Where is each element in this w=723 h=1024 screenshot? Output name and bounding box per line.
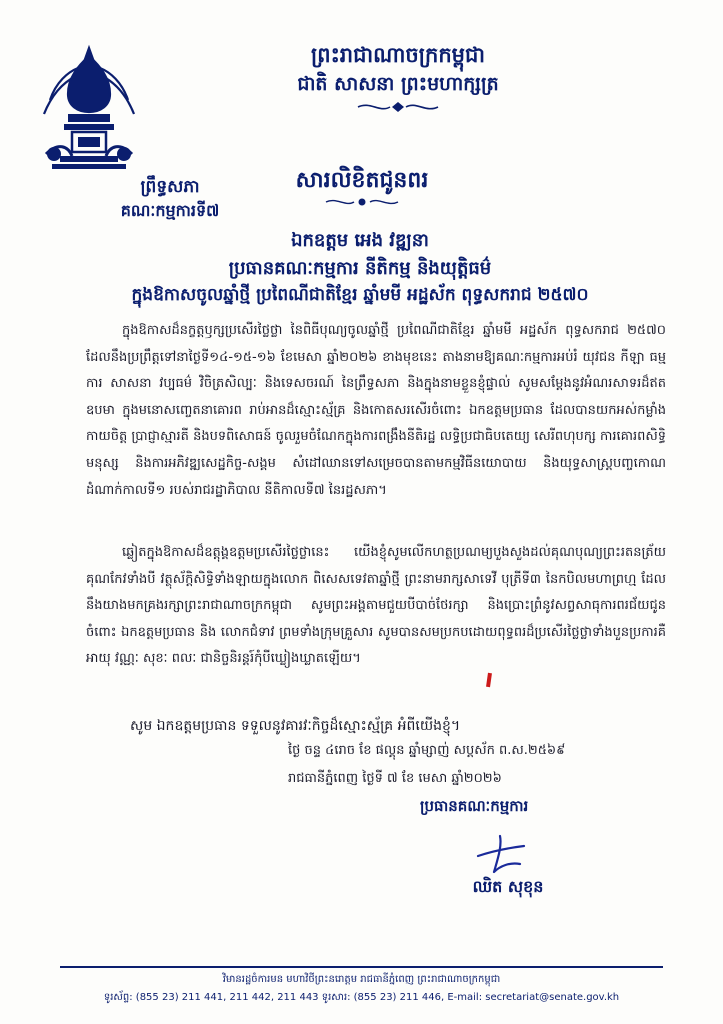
page-title: សារលិខិតជូនពរ	[295, 168, 429, 193]
senate-name: ព្រឹទ្ធសភា	[140, 177, 200, 197]
recipient-name: ឯកឧត្តម អេង វឌ្ឍនា	[291, 230, 429, 251]
senate-emblem-icon	[38, 42, 140, 172]
handwritten-signature-icon	[470, 832, 530, 882]
lunar-date: ថ្ងៃ ចន្ទ ៤រោច ខែ ផល្គុន ឆ្នាំម្សាញ់ សប្ដស័ក ព.ស.២៥៦៩	[288, 743, 566, 758]
body-paragraph: ឆ្លៀតក្នុងឱកាសដ៏ឧត្ដុង្គឧត្ដមប្រសើរថ្លៃថ្លានេះ យើងខ្ញុំសូមលើកហត្ថប្រណម្យបួងសួងដល់គុណបុណ្យព្រះរតនត្រ័យគុណកែវទាំងបី វត្ថុស័ក្តិសិទ្ធិទាំងឡាយក្នុងលោក ពិសេសទេវតាឆ្នាំថ្មី ព្រះនាមរាក្សសាទេវី បុត្រីទី៣ នៃកបិលមហាព្រហ្ម ដែលនឹងយាងមកគ្រងរក្សាព្រះរាជាណាចក្រកម្ពុជា សូមព្រះអង្គតាមជួយបីបាច់ថែរក្សា និងប្រោះព្រំនូវសព្វសាធុការពរជ័យជូនចំពោះ ឯកឧត្តមប្រធាន និង លោកជំទាវ ព្រមទាំងក្រុមគ្រួសារ សូមបានសមប្រកបដោយពុទ្ធពរដ៏ប្រសើរថ្លៃថ្លាទាំងបួនប្រការគឺអាយុ វណ្ណៈ សុខៈ ពលៈ ជានិច្ចនិរន្តរ៍កុំបីឃ្លៀងឃ្លាតឡើយ។	[86, 545, 666, 667]
footer-address: វិមានរដ្ឋចំការមន មហាវិថីព្រះនរោត្តម រាជធានីភ្នំពេញ ព្រះរាជាណាចក្រកម្ពុជា	[222, 974, 501, 985]
commission-name: គណៈកម្មការទី៧	[120, 201, 220, 220]
footer-divider	[60, 966, 663, 968]
closing-line: សូម ឯកឧត្តមប្រធាន ទទួលនូវគារវៈកិច្ចដ៏ស្មោះស្ម័គ្រ អំពីយើងខ្ញុំ។	[130, 718, 461, 734]
ornament-divider-icon	[356, 100, 440, 114]
ink-mark	[486, 673, 492, 687]
national-motto: ជាតិ សាសនា ព្រះមហាក្សត្រ	[297, 73, 499, 95]
recipient-title: ប្រធានគណៈកម្មការ នីតិកម្ម និងយុត្តិធម៌	[228, 258, 492, 279]
signer-name: ឈិត សុខុន	[472, 877, 544, 896]
solar-date: រាជធានីភ្នំពេញ ថ្ងៃទី ៧ ខែ មេសា ឆ្នាំ២០២៦	[288, 771, 502, 786]
signer-position: ប្រធានគណៈកម្មការ	[420, 797, 529, 815]
kingdom-heading: ព្រះរាជាណាចក្រកម្ពុជា	[310, 43, 485, 67]
footer-contact: ទូរស័ព្ទ: (855 23) 211 441, 211 442, 211 443 ទូរសារ: (855 23) 211 446, E-mail: secretariat@senate.gov.kh	[103, 992, 620, 1003]
ornament-divider-icon	[324, 196, 400, 208]
body-paragraph: ក្នុងឱកាសដ៏នក្ខត្តឫក្សប្រសើរថ្លៃថ្លា នៃពិធីបុណ្យចូលឆ្នាំថ្មី ប្រពៃណីជាតិខ្មែរ ឆ្នាំមមី អដ្ឋស័ក ពុទ្ធសករាជ ២៥៧០ ដែលនឹងប្រព្រឹត្តទៅនាថ្ងៃទី១៤-១៥-១៦ ខែមេសា ឆ្នាំ២០២៦ ខាងមុខនេះ តាងនាមឱ្យគណៈកម្មការអប់រំ យុវជន កីឡា ធម្មការ សាសនា វប្បធម៌ វិចិត្រសិល្បៈ និងទេសចរណ៍ នៃព្រឹទ្ធសភា និងក្នុងនាមខ្លួនខ្ញុំផ្ទាល់ សូមសម្ដែងនូវអំណរសាទរដ៏ឥតឧបមា ក្នុងមនោសញ្ចេតនាគោរព រាប់អានដ៏ស្មោះស្ម័គ្រ និងកោតសរសើរចំពោះ ឯកឧត្តមប្រធាន ដែលបានយកអស់កម្លាំងកាយចិត្ត ប្រាជ្ញាស្មារតី និងបទពិសោធន៍ ចូលរួមចំណែកក្នុងការពង្រឹងនីតិរដ្ឋ លទ្ធិប្រជាធិបតេយ្យ សេរីពហុបក្ស ការគោរពសិទ្ធិមនុស្ស និងការអភិវឌ្ឍសេដ្ឋកិច្ច-សង្គម សំដៅឈានទៅសម្រេចបានតាមកម្មវិធីនយោបាយ និងយុទ្ធសាស្ត្របញ្ចកោណ ដំណាក់កាលទី១ របស់រាជរដ្ឋាភិបាល នីតិកាលទី៧ នៃរដ្ឋសភា។	[86, 323, 666, 498]
occasion-line: ក្នុងឱកាសចូលឆ្នាំថ្មី ប្រពៃណីជាតិខ្មែរ ឆ្នាំមមី អដ្ឋស័ក ពុទ្ធសករាជ ២៥៧០	[131, 285, 589, 305]
